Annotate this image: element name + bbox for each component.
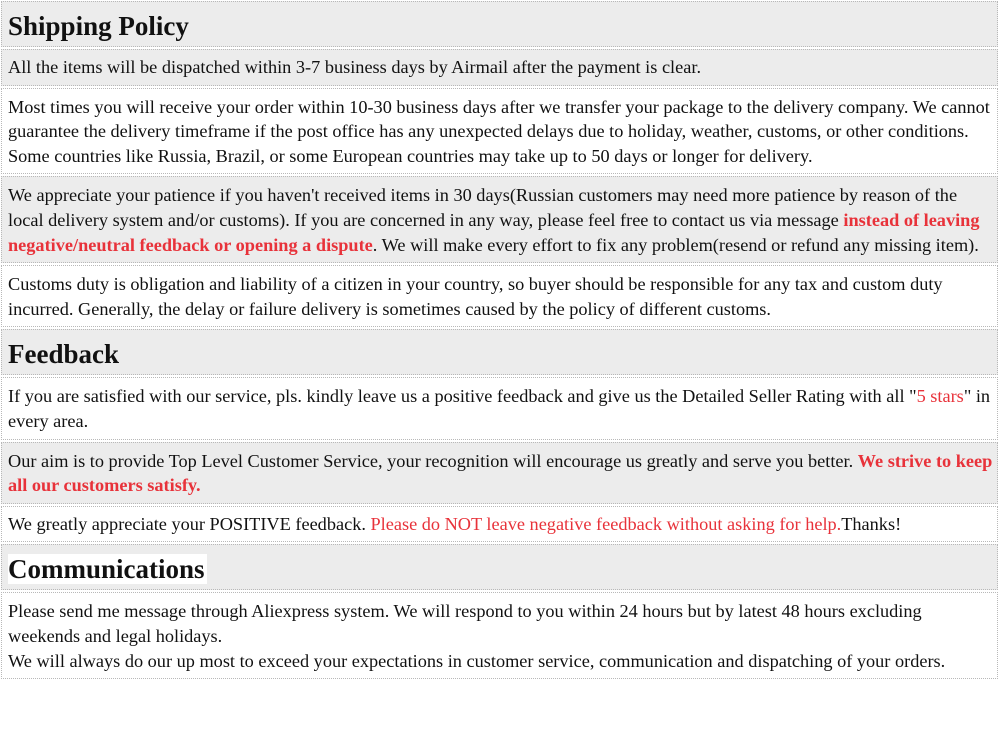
- delivery-time-paragraph: [1, 88, 998, 175]
- feedback-heading: [1, 329, 998, 375]
- patience-text-before: We appreciate your patience if you haven't received items in 30 days(Russian customers may need more patience by reason of the local delivery system and/or customs). If you are concerned in any way, please feel free to contact us via message: [8, 185, 958, 230]
- patience-paragraph: [1, 176, 998, 263]
- positive-feedback-paragraph: [1, 506, 998, 543]
- satisfied-text-after: " in every area.: [8, 386, 991, 431]
- aim-paragraph: [1, 442, 998, 504]
- feedback-title: Feedback: [8, 339, 119, 370]
- communications-title: Communications: [8, 554, 205, 585]
- policy-document: [1, 1, 998, 681]
- dispatch-text: All the items will be dispatched within 3-7 business days by Airmail after the payment is clear.: [8, 57, 702, 77]
- aim-highlight: We strive to keep all our customers satisfy.: [8, 450, 993, 496]
- customs-paragraph: [1, 265, 998, 327]
- communications-paragraph: [1, 592, 998, 679]
- five-stars-highlight: 5 stars: [916, 386, 964, 407]
- dispatch-paragraph: [1, 49, 998, 86]
- shipping-policy-heading: [1, 1, 998, 47]
- satisfied-paragraph: [1, 377, 998, 439]
- positive-text-after: Thanks!: [841, 513, 902, 534]
- communications-heading: [1, 544, 998, 590]
- positive-text-before: We greatly appreciate your POSITIVE feedback.: [8, 513, 371, 534]
- promise-text: We will always do our up most to exceed your expectations in customer service, communication and dispatching of your orders.: [8, 650, 946, 671]
- patience-highlight: instead of leaving negative/neutral feedback or opening a dispute: [8, 209, 980, 255]
- positive-highlight: Please do NOT leave negative feedback without asking for help.: [370, 513, 842, 534]
- customs-text: Customs duty is obligation and liability of a citizen in your country, so buyer should be responsible for any tax and custom duty incurred. Generally, the delay or failure delivery is sometimes caused by the policy of different customs.: [8, 274, 943, 319]
- shipping-policy-title: Shipping Policy: [8, 11, 189, 41]
- satisfied-text-before: If you are satisfied with our service, pls. kindly leave us a positive feedback and give us the Detailed Seller Rating with all ": [8, 386, 917, 407]
- aim-text: Our aim is to provide Top Level Customer Service, your recognition will encourage us greatly and serve you better.: [8, 450, 858, 471]
- delivery-time-text: Most times you will receive your order within 10-30 business days after we transfer your package to the delivery company. We cannot guarantee the delivery timeframe if the post office has any unexpected delays due to holiday, weather, customs, or other conditions. Some countries like Russia, Brazil, or some European countries may take up to 50 days or longer for delivery.: [8, 96, 990, 166]
- patience-text-after: . We will make every effort to fix any problem(resend or refund any missing item).: [372, 234, 979, 255]
- message-text: Please send me message through Aliexpress system. We will respond to you within 24 hours but by latest 48 hours excluding weekends and legal holidays.: [8, 601, 922, 646]
